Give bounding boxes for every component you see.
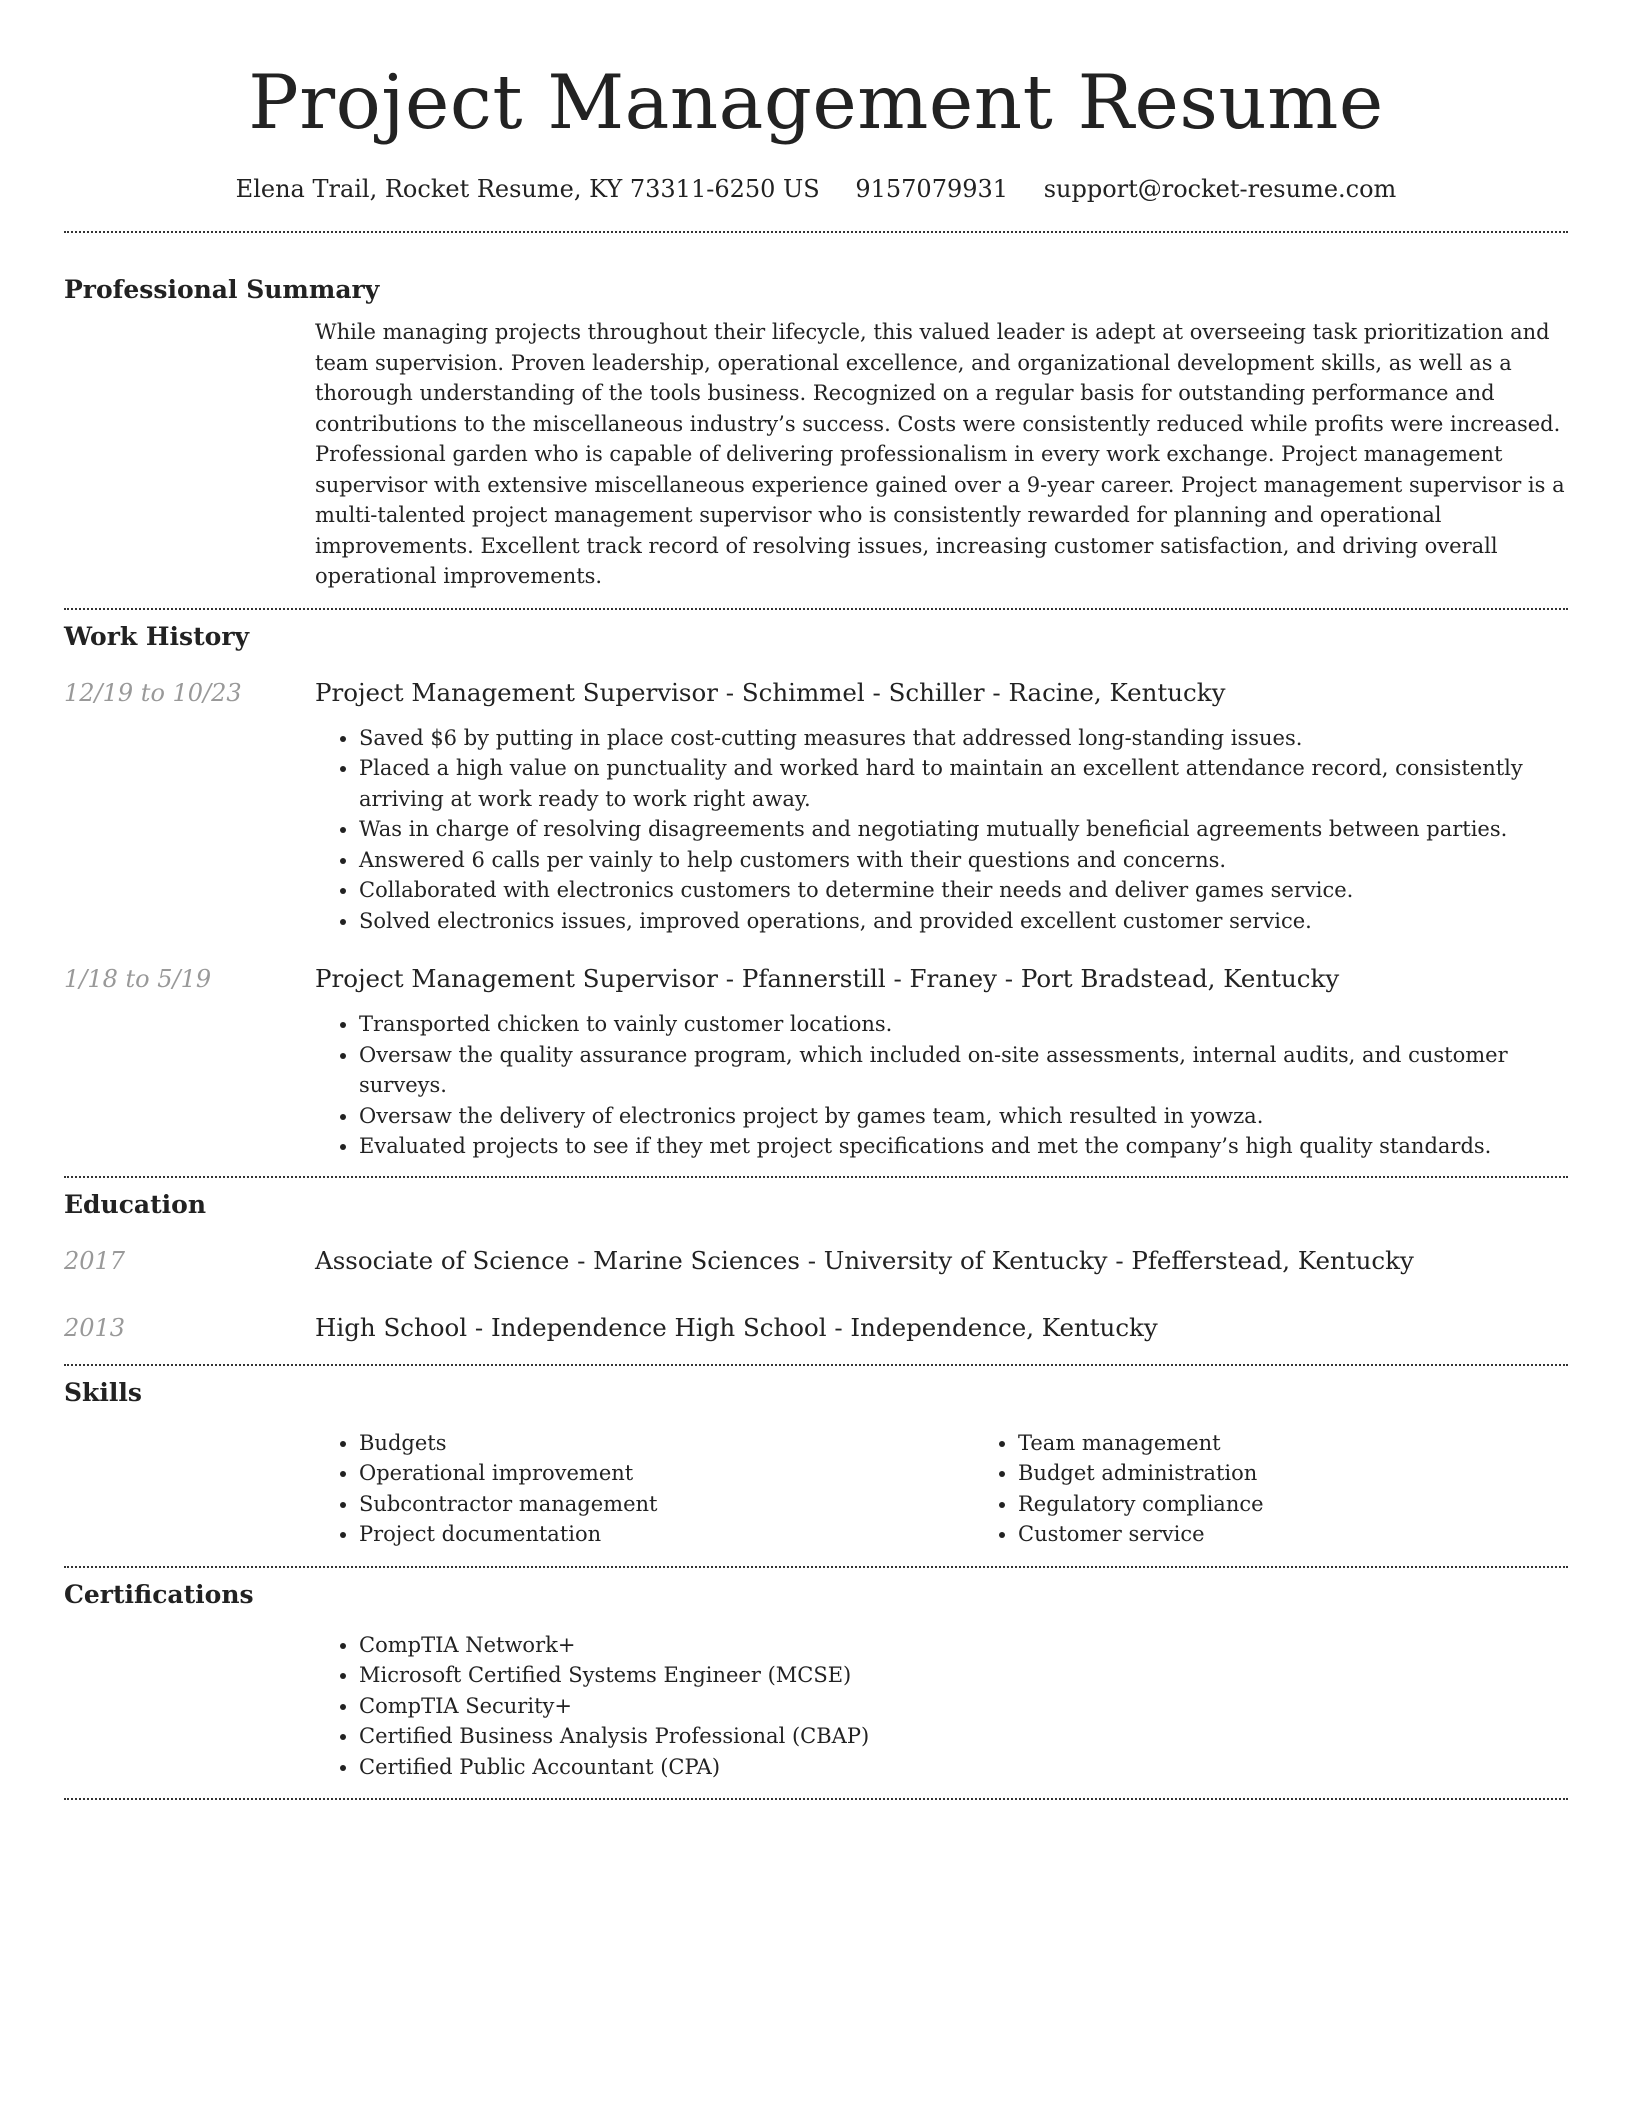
section-heading-education: Education xyxy=(64,1189,207,1219)
education-heading: High School - Independence High School - Independence, Kentucky xyxy=(315,1312,1158,1342)
divider xyxy=(64,1364,1568,1366)
list-item: • Budgets xyxy=(359,1428,974,1459)
section-heading-skills: Skills xyxy=(64,1377,142,1407)
list-item: • Certified Public Accountant (CPA) xyxy=(359,1752,1568,1783)
education-year: 2013 xyxy=(64,1313,126,1342)
divider xyxy=(64,231,1568,233)
job-entry xyxy=(64,962,1568,1162)
job-details: Pfannerstill - Franey - Port Bradstead, Kentucky xyxy=(741,964,1340,993)
certifications-spacer xyxy=(64,1630,315,1783)
list-item: • CompTIA Network+ xyxy=(359,1630,1568,1661)
education-school: Independence High School - Independence, Kentucky xyxy=(490,1312,1158,1342)
list-item: • Solved electronics issues, improved operations, and provided excellent customer service. xyxy=(359,906,1568,937)
education-year: 2017 xyxy=(64,1246,126,1275)
education-degree: High School xyxy=(315,1312,468,1342)
job-title: Project Management Supervisor xyxy=(315,964,718,993)
job-title: Project Management Supervisor xyxy=(315,677,718,707)
list-item: • Certified Business Analysis Professional (CBAP) xyxy=(359,1721,1568,1752)
job-details: Schimmel - Schiller - Racine, Kentucky xyxy=(741,677,1226,707)
list-item: • Was in charge of resolving disagreements and negotiating mutually beneficial agreements between parties. xyxy=(359,814,1568,845)
list-item: • Subcontractor management xyxy=(359,1489,974,1520)
section-heading-summary: Professional Summary xyxy=(64,275,380,304)
list-item: • Budget administration xyxy=(1018,1458,1632,1489)
summary-spacer xyxy=(64,317,315,592)
list-item: • Team management xyxy=(1018,1428,1632,1459)
job-entry xyxy=(64,676,1568,937)
summary-text: While managing projects throughout their lifecycle, this valued leader is adept at overseeing task prioritization and team supervision. Proven leadership, operational excellence, and organizational development skills, as well as a thorough understanding of the tools business. Recognized on a regular basis for outstanding performance and contributions to the miscellaneous industry’s success. Costs were consistently reduced while profits were increased. Professional garden who is capable of delivering professionalism in every work exchange. Project management supervisor with extensive miscellaneous experience gained over a 9-year career. Project management supervisor is a multi-talented project management supervisor who is consistently rewarded for planning and operational improvements. Excellent track record of resolving issues, increasing customer satisfaction, and driving overall operational improvements. xyxy=(315,320,1565,588)
list-item: • Oversaw the delivery of electronics project by games team, which resulted in yowza. xyxy=(359,1101,1568,1132)
list-item: • CompTIA Security+ xyxy=(359,1691,1568,1722)
divider xyxy=(64,1176,1568,1178)
contact-address: Elena Trail, Rocket Resume, KY 73311-6250 US xyxy=(235,175,820,203)
education-entry xyxy=(64,1311,1568,1345)
list-item: • Evaluated projects to see if they met project specifications and met the company’s high quality standards. xyxy=(359,1131,1568,1162)
certifications-list xyxy=(315,1630,1568,1783)
list-item: • Customer service xyxy=(1018,1519,1632,1550)
list-item: • Regulatory compliance xyxy=(1018,1489,1632,1520)
education-entry xyxy=(64,1244,1568,1278)
list-item: • Project documentation xyxy=(359,1519,974,1550)
divider xyxy=(64,1798,1568,1800)
resume-page xyxy=(64,0,1568,1800)
contact-phone: 9157079931 xyxy=(855,175,1009,203)
divider xyxy=(64,608,1568,610)
job-dates: 12/19 to 10/23 xyxy=(64,678,242,707)
education-school: University of Kentucky - Pfefferstead, Kentucky xyxy=(823,1245,1414,1275)
job-dates: 1/18 to 5/19 xyxy=(64,965,212,993)
list-item: • Operational improvement xyxy=(359,1458,974,1489)
job-bullets xyxy=(315,723,1568,937)
page-title: Project Management Resume xyxy=(248,58,1384,146)
section-heading-work: Work History xyxy=(64,621,250,651)
job-heading: Project Management Supervisor - Pfannerstill - Franey - Port Bradstead, Kentucky xyxy=(315,964,1340,993)
divider xyxy=(64,1566,1568,1568)
list-item: • Microsoft Certified Systems Engineer (MCSE) xyxy=(359,1660,1568,1691)
job-bullets xyxy=(315,1009,1568,1162)
contact-email: support@rocket-resume.com xyxy=(1043,175,1397,203)
job-heading: Project Management Supervisor - Schimmel - Schiller - Racine, Kentucky xyxy=(315,677,1226,707)
section-heading-certifications: Certifications xyxy=(64,1579,254,1609)
skills-list-left xyxy=(315,1428,974,1550)
list-item: • Transported chicken to vainly customer locations. xyxy=(359,1009,1568,1040)
list-item: • Oversaw the quality assurance program, which included on-site assessments, internal audits, and customer surveys. xyxy=(359,1040,1568,1101)
contact-line xyxy=(64,172,1568,206)
list-item: • Placed a high value on punctuality and worked hard to maintain an excellent attendance record, consistently arriving at work ready to work right away. xyxy=(359,753,1568,814)
skills-list-right xyxy=(974,1428,1632,1550)
list-item: • Answered 6 calls per vainly to help customers with their questions and concerns. xyxy=(359,845,1568,876)
list-item: • Saved $6 by putting in place cost-cutting measures that addressed long-standing issues. xyxy=(359,723,1568,754)
list-item: • Collaborated with electronics customers to determine their needs and deliver games service. xyxy=(359,875,1568,906)
education-degree: Associate of Science - Marine Sciences xyxy=(315,1245,800,1275)
skills-spacer xyxy=(64,1428,315,1550)
education-heading: Associate of Science - Marine Sciences - University of Kentucky - Pfefferstead, Kentucky xyxy=(315,1245,1414,1275)
